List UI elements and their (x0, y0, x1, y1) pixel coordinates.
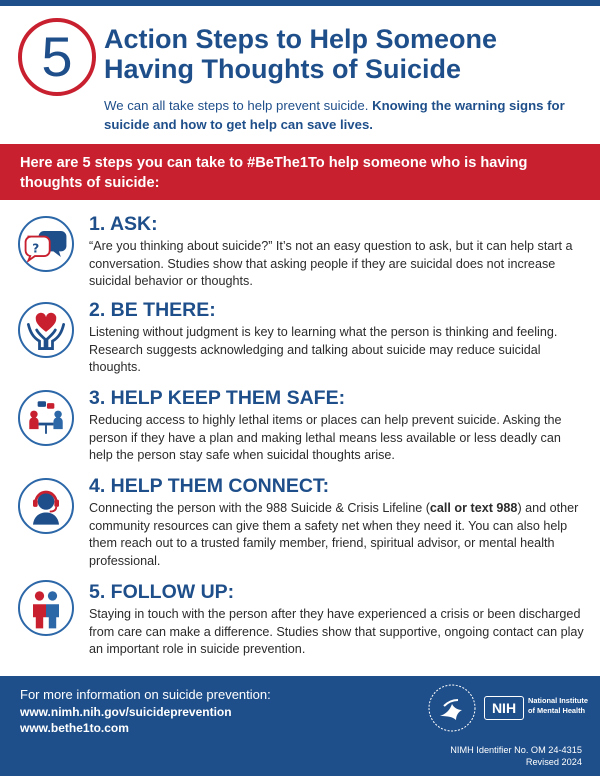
title-line-1: Action Steps to Help Someone (104, 24, 498, 54)
intro-plain: We can all take steps to help prevent suicide. (104, 98, 373, 113)
title-line-2: Having Thoughts of Suicide (104, 54, 461, 84)
step-3-body: Reducing access to highly lethal items or places can help prevent suicide. Asking the person if they have a plan and making lethal means less available or less deadly can help the person stay safe when suicidal thoughts arise. (89, 413, 562, 463)
step-4-heading: 4. HELP THEM CONNECT: (89, 475, 330, 497)
step-4-body-after: ) and other community resources can give them a safety net when they need it. You can also help them reach out to a trusted family member, friend, spiritual advisor, or mental health professional. (89, 501, 579, 568)
nimh-link[interactable]: www.nimh.nih.gov/suicideprevention (20, 705, 232, 719)
step-5-heading: 5. FOLLOW UP: (89, 581, 235, 603)
hhs-seal-icon (426, 682, 478, 734)
badge-number: 5 (41, 25, 73, 88)
page-footer (0, 676, 600, 776)
intro-bold: Knowing the warning signs for suicide and how to get help can save lives. (104, 98, 565, 132)
number-badge (18, 18, 96, 96)
step-2-heading: 2. BE THERE: (89, 299, 216, 321)
nih-logo: NIH (484, 696, 524, 720)
step-5-body: Staying in touch with the person after they have experienced a crisis or been discharged from care can make a difference. Studies show that supportive, ongoing contact can play an important role in suicide prevention. (89, 607, 584, 657)
nimh-name-line-1: National Institute (528, 696, 588, 705)
step-2-body: Listening without judgment is key to learning what the person is thinking and feeling. Research suggests acknowledging and talking about suicide may reduce suicidal thoughts. (89, 325, 558, 375)
banner-text: Here are 5 steps you can take to #BeThe1To help someone who is having thoughts of suicide: (20, 155, 528, 191)
conversation-people-icon (18, 390, 74, 446)
two-people-icon (18, 580, 74, 636)
step-4-body-bold: call or text 988 (429, 501, 518, 515)
svg-text:?: ? (32, 241, 40, 256)
bethe1to-link[interactable]: www.bethe1to.com (20, 721, 129, 735)
steps-banner (0, 144, 600, 200)
intro-text (104, 96, 574, 134)
nimh-name-line-2: of Mental Health (528, 706, 586, 715)
nimh-name (528, 696, 598, 716)
page-title (104, 24, 584, 84)
step-4-body (89, 500, 585, 570)
footer-lead: For more information on suicide prevention: (20, 687, 271, 702)
step-1-heading: 1. ASK: (89, 213, 158, 235)
step-4-body-before: Connecting the person with the 988 Suicide & Crisis Lifeline ( (89, 501, 430, 515)
page-header (0, 6, 600, 142)
revised-date: Revised 2024 (525, 757, 582, 767)
identifier-number: NIMH Identifier No. OM 24-4315 (450, 745, 582, 755)
step-3-heading: 3. HELP KEEP THEM SAFE: (89, 387, 346, 409)
hands-heart-icon (18, 302, 74, 358)
headset-operator-icon (18, 478, 74, 534)
step-1-body: “Are you thinking about suicide?” It’s not an easy question to ask, but it can help start a conversation. Studies show that asking people if they are suicidal does not increase suicidal behavior or thoughts. (89, 239, 573, 289)
speech-bubble-question-icon (18, 216, 74, 272)
